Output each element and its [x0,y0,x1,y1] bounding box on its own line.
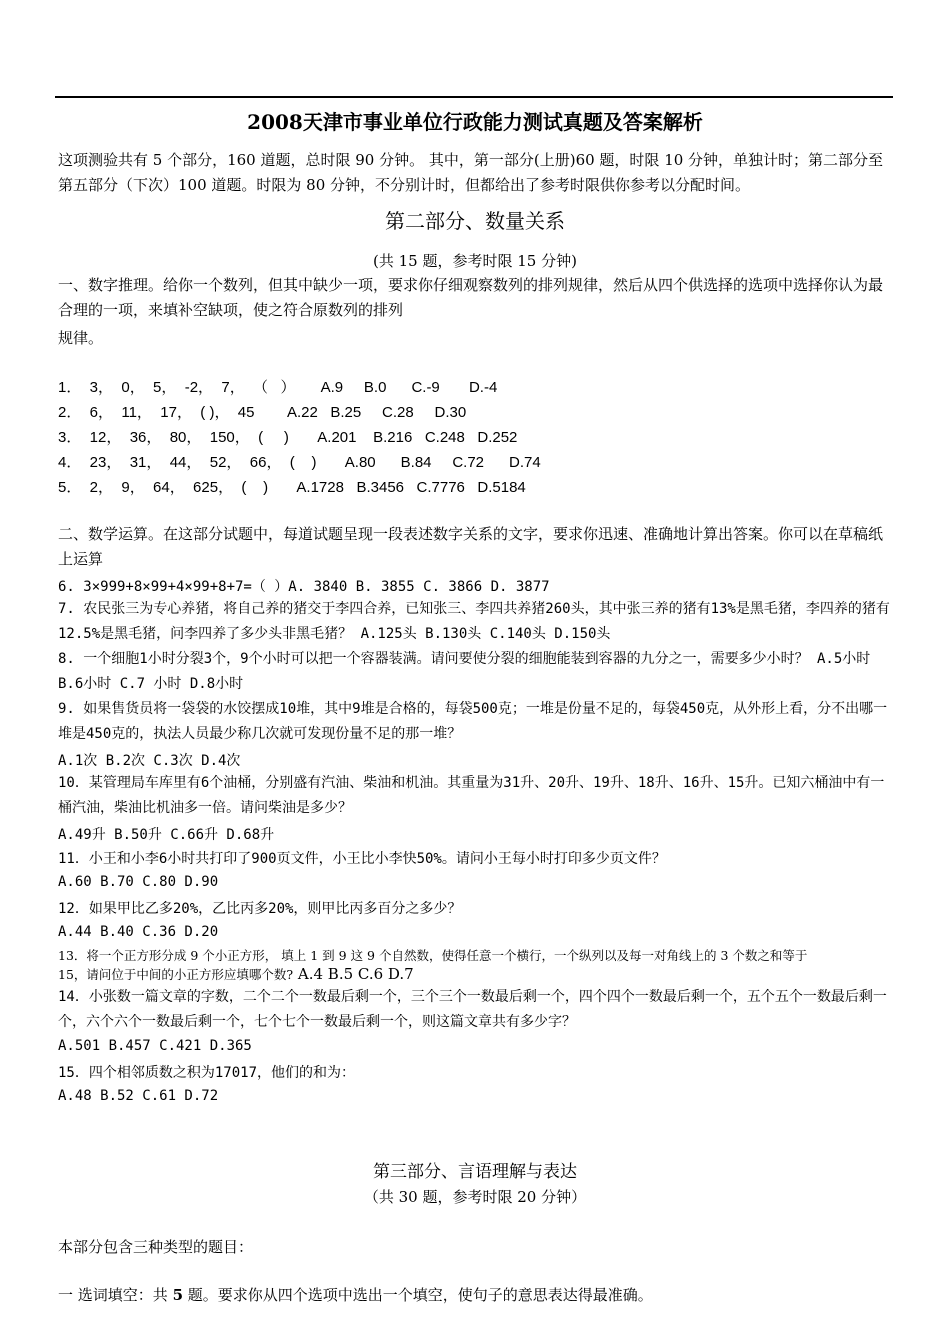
question-8: 8. 一个细胞1小时分裂3个，9个小时可以把一个容器装满。请问要使分裂的细胞能装到容器的九分之一，需要多少小时？ A.5小时 B.6小时 C.7 小时 D.8小时 [58,651,871,692]
part2-heading: 第二部分、数量关系 [385,209,565,233]
part3-intro: 本部分包含三种类型的题目： [58,1238,254,1256]
question-10-options: A.49升 B.50升 C.66升 D.68升 [58,827,275,843]
series-question-1: 1． 3， 0， 5， -2， 7， （ ） A.9 B.0 C.-9 D.-4 [58,379,498,396]
series-question-4: 4． 23， 31， 44， 52， 66， ( ) A.80 B.84 C.72 D.74 [58,454,541,471]
part3-section1-prefix: 一 选词填空：共 [58,1286,168,1304]
part3-heading: 第三部分、言语理解与表达 [373,1162,577,1182]
part3-section1 [58,1284,894,1305]
question-10: 10．某管理局车库里有6个油桶，分别盛有汽油、柴油和机油。其重量为31升、20升、19升、18升、16升、15升。已知六桶油中有一桶汽油，柴油比机油多一倍。请问柴油是多少？ [58,775,885,816]
part3-section1-suffix: 题。要求你从四个选项中选出一个填空，使句子的意思表达得最准确。 [187,1286,653,1304]
question-11: 11．小王和小李6小时共打印了900页文件，小王比小李快50%。请问小王每小时打印多少页文件？ [58,851,666,867]
document-title: 2008天津市事业单位行政能力测试真题及答案解析 [247,110,703,134]
part3-section1-count: 5 [172,1286,183,1304]
question-13-line2 [58,965,894,984]
question-13-text: 15，请问位于中间的小正方形应填哪个数? [58,967,294,982]
question-9: 9. 如果售货员将一袋袋的水饺摆成10堆，其中9堆是合格的，每袋500克；一堆是份量不足的，每袋450克，从外形上看，分不出哪一堆是450克的，执法人员最少称几次就可发现份量不足的那一堆？ [58,701,888,742]
question-7: 7. 农民张三为专心养猪，将自己养的猪交于李四合养，已知张三、李四共养猪260头，其中张三养的猪有13%是黑毛猪，李四养的猪有12.5%是黑毛猪，问李四养了多少头非黑毛猪？ A.125头 B.130头 C.140头 D.150头 [58,601,890,642]
top-rule [55,96,893,98]
question-12: 12．如果甲比乙多20%，乙比丙多20%，则甲比丙多百分之多少？ [58,901,462,917]
part2-subheading: (共 15 题，参考时限 15 分钟) [373,252,577,270]
series-question-2: 2． 6， 11， 17， ( )， 45 A.22 B.25 C.28 D.30 [58,404,467,421]
question-11-options: A.60 B.70 C.80 D.90 [58,874,219,890]
section1-intro: 一、数字推理。给你一个数列，但其中缺少一项，要求你仔细观察数列的排列规律，然后从四个供选择的选项中选择你认为最合理的一项，来填补空缺项，使之符合原数列的排列 [58,276,884,319]
question-13-line1: 13．将一个正方形分成 9 个小正方形， 填上 1 到 9 这 9 个自然数，使得任意一个横行，一个纵列以及每一对角线上的 3 个数之和等于 [58,948,808,963]
question-9-options: A.1次 B.2次 C.3次 D.4次 [58,753,241,769]
section2-intro: 二、数学运算。在这部分试题中，每道试题呈现一段表述数字关系的文字，要求你迅速、准确地计算出答案。你可以在草稿纸上运算 [58,525,884,568]
question-6: 6. 3×999+8×99+4×99+8+7=（ ）A. 3840 B. 3855 C. 3866 D. 3877 [58,579,550,595]
question-12-options: A.44 B.40 C.36 D.20 [58,924,219,940]
question-13-options: A.4 B.5 C.6 D.7 [297,965,414,983]
question-15: 15．四个相邻质数之积为17017，他们的和为： [58,1065,355,1081]
series-question-3: 3． 12， 36， 80， 150， ( ) A.201 B.216 C.248 D.252 [58,429,518,446]
question-15-options: A.48 B.52 C.61 D.72 [58,1088,219,1104]
part3-subheading: （共 30 题，参考时限 20 分钟） [363,1188,587,1206]
intro-paragraph: 这项测验共有 5 个部分，160 道题，总时限 90 分钟。 其中，第一部分(上册)60 题，时限 10 分钟，单独计时；第二部分至第五部分（下次）100 道题。时限为 80 分钟，不分别计时，但都给出了参考时限供你参考以分配时间。 [58,151,884,194]
section1-intro-tail: 规律。 [58,329,104,347]
series-question-5: 5． 2， 9， 64， 625， ( ) A.1728 B.3456 C.7776 D.5184 [58,479,526,496]
question-14-options: A.501 B.457 C.421 D.365 [58,1038,252,1054]
question-14: 14．小张数一篇文章的字数，二个二个一数最后剩一个，三个三个一数最后剩一个，四个四个一数最后剩一个，五个五个一数最后剩一个，六个六个一数最后剩一个，七个七个一数最后剩一个，则这篇文章共有多少字？ [58,989,887,1030]
